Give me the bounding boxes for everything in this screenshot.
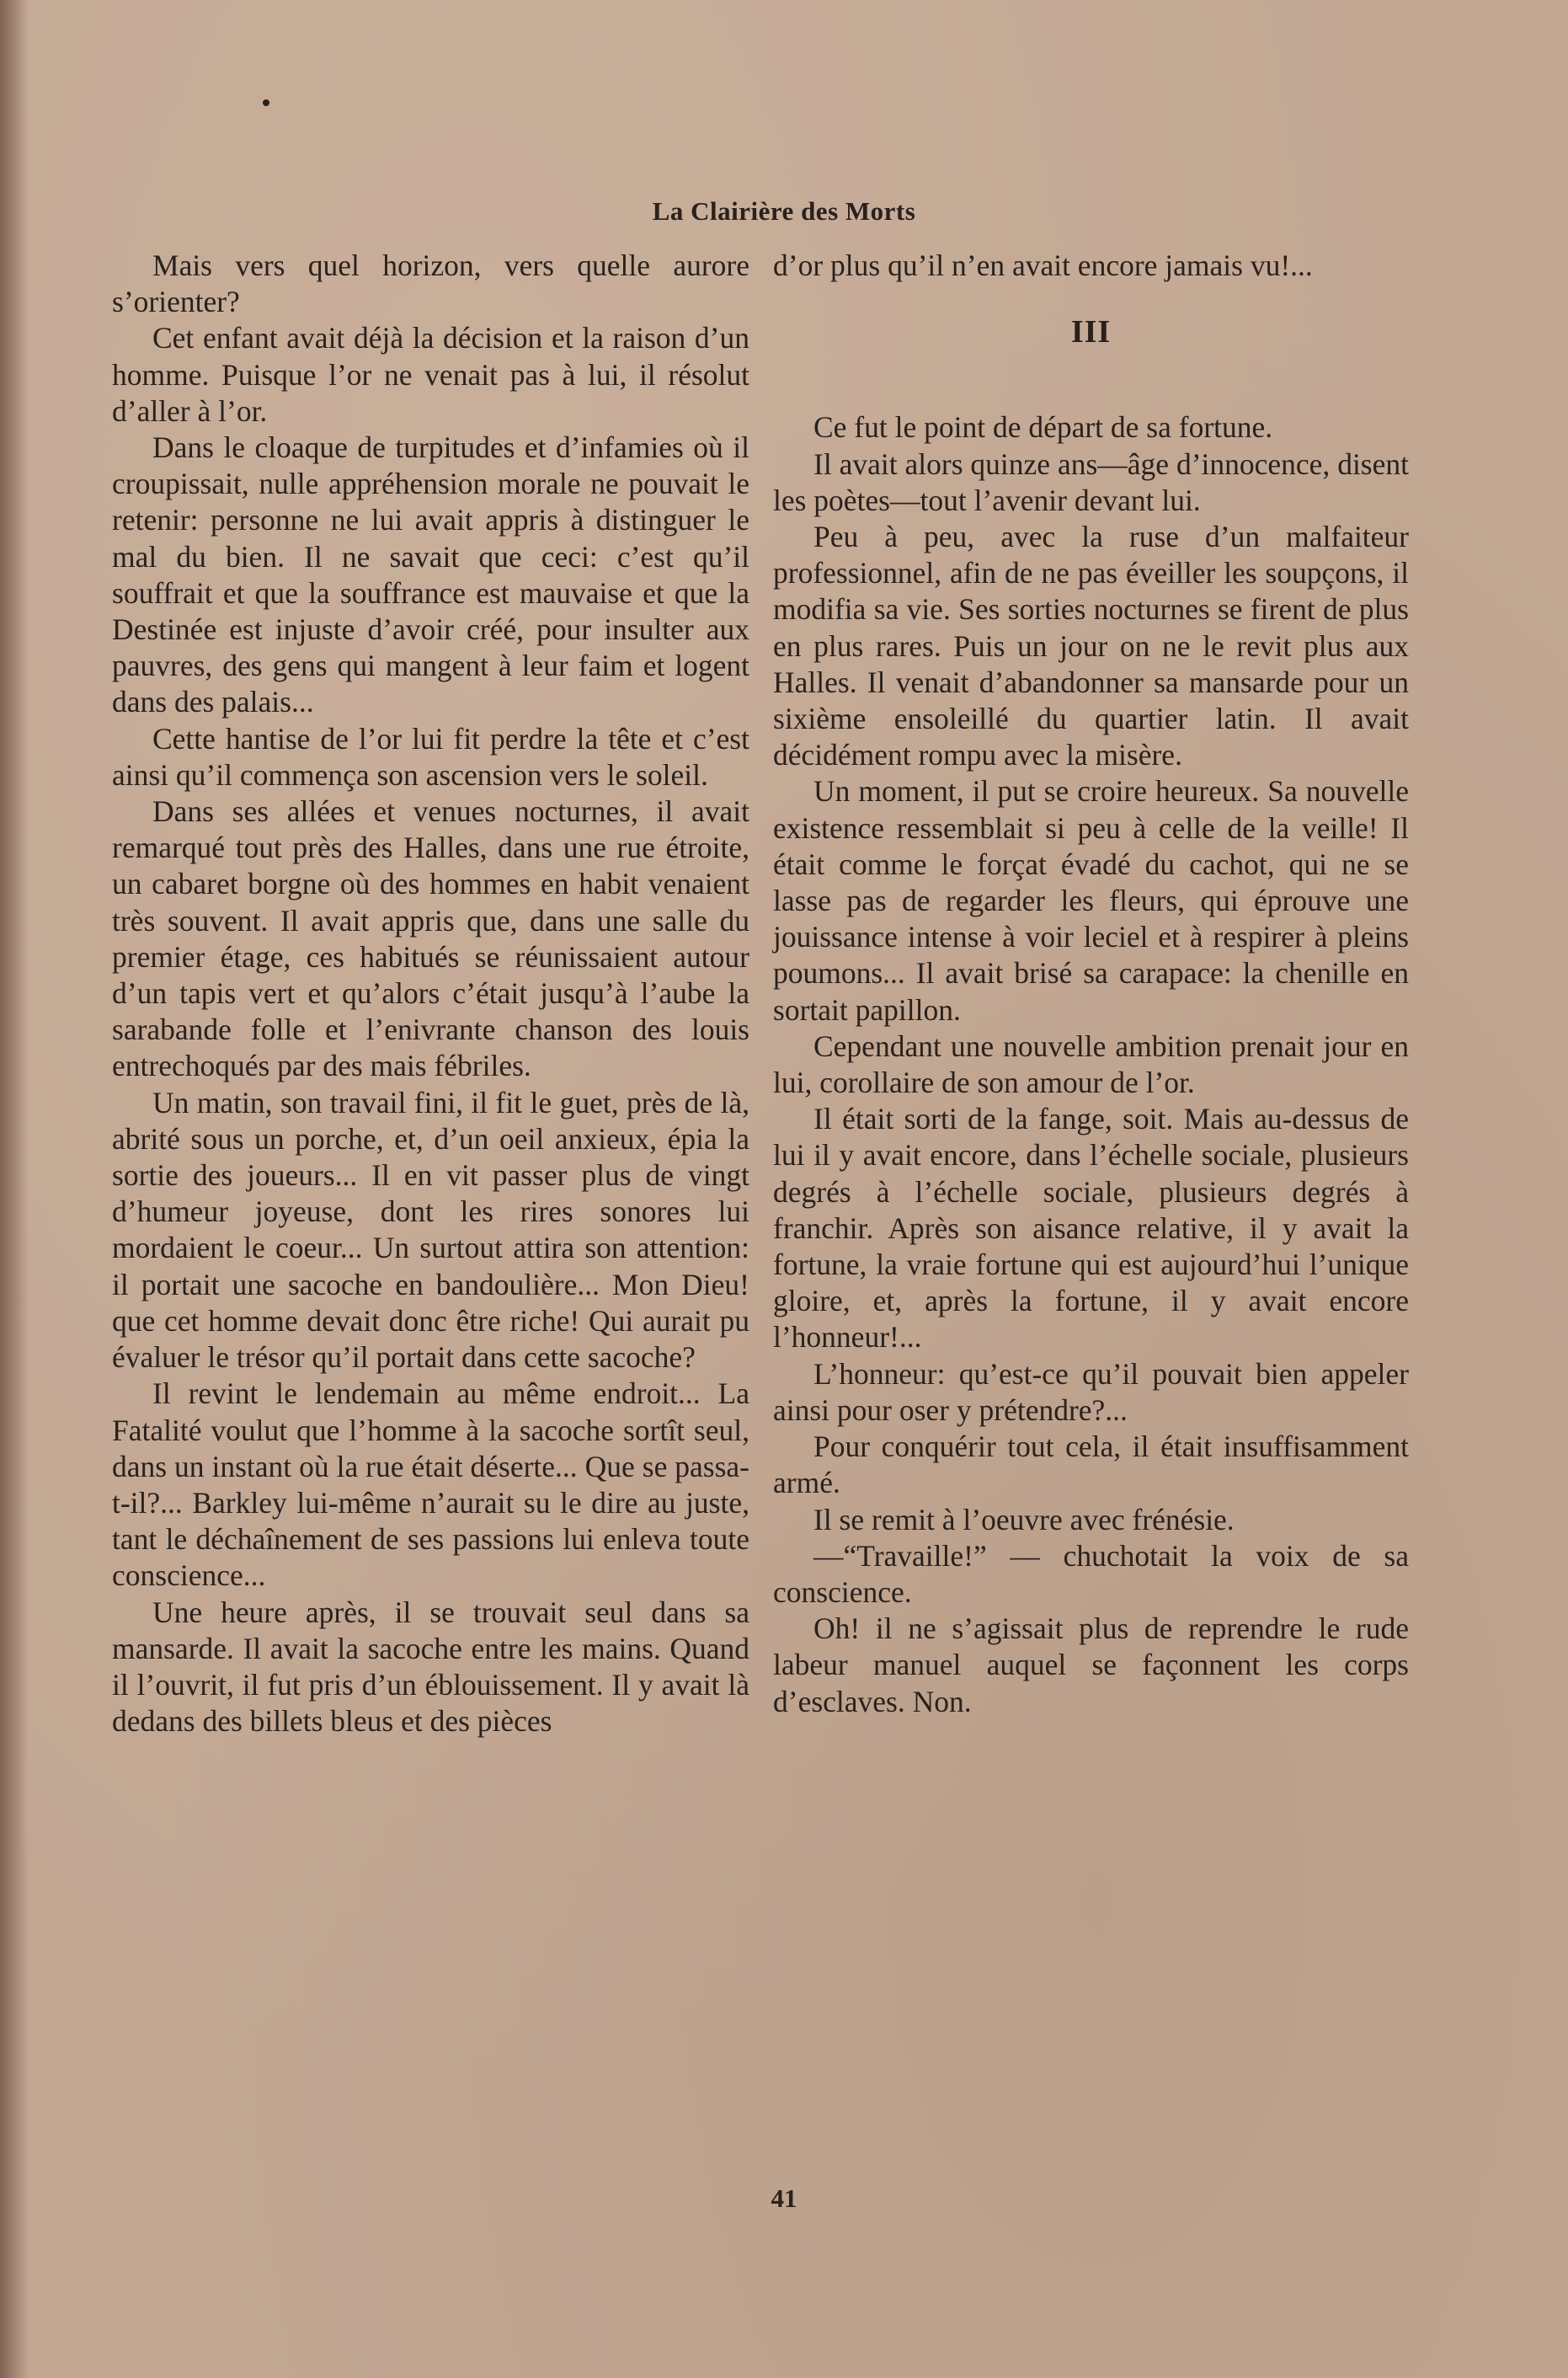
- section-number: III: [1070, 314, 1112, 350]
- paragraph: Mais vers quel horizon, vers quelle aurore s’orienter?: [112, 248, 749, 319]
- paragraph: Cette hantise de l’or lui fit perdre la tête et c’est ainsi qu’il commença son ascension vers le soleil.: [112, 721, 749, 792]
- continuation-paragraph: d’or plus qu’il n’en avait encore jamais vu!...: [773, 248, 1313, 282]
- paragraph: Cependant une nouvelle ambition prenait jour en lui, corollaire de son amour de l’or.: [773, 1029, 1409, 1100]
- right-column: [773, 248, 1409, 1720]
- book-spine-shadow: [0, 0, 29, 2378]
- paragraph: Cet enfant avait déjà la décision et la raison d’un homme. Puisque l’or ne venait pas à lui, il résolut d’aller à l’or.: [112, 321, 749, 428]
- paragraph: Ce fut le point de départ de sa fortune.: [813, 410, 1273, 445]
- paragraph: L’honneur: qu’est-ce qu’il pouvait bien appeler ainsi pour oser y prétendre?...: [773, 1356, 1409, 1427]
- paragraph: Il avait alors quinze ans—âge d’innocence, disent les poètes—tout l’avenir devant lui.: [773, 446, 1409, 517]
- paragraph: Il se remit à l’oeuvre avec frénésie.: [813, 1502, 1235, 1536]
- paragraph: Oh! il ne s’agissait plus de reprendre le rude labeur manuel auquel se façonnent les corps d’esclaves. Non.: [773, 1611, 1409, 1718]
- paragraph: Un moment, il put se croire heureux. Sa nouvelle existence ressemblait si peu à celle de la veille! Il était comme le forçat évadé du cachot, qui ne se lasse pas de regarder les fleurs, qui éprouve une jouissance intense à voir leciel et à respirer à pleins poumons... Il avait brisé sa carapace: la chenille en sortait papillon.: [773, 774, 1409, 1027]
- page-number: 41: [771, 2183, 797, 2213]
- paragraph: Il était sorti de la fange, soit. Mais au-dessus de lui il y avait encore, dans l’échelle sociale, plusieurs degrés à l’échelle sociale, plusieurs degrés à franchir. Après son aisance relative, il y avait la fortune, la vraie fortune qui est aujourd’hui l’unique gloire, et, après la fortune, il y avait encore l’honneur!...: [773, 1102, 1409, 1355]
- paragraph: Dans le cloaque de turpitudes et d’infamies où il croupissait, nulle appréhension morale ne pouvait le retenir: personne ne lui avait appris à distinguer le mal du bien. Il ne savait que ceci: c’est qu’il souffrait et que la souffrance est mauvaise et que la Destinée est injuste d’avoir créé, pour insulter aux pauvres, des gens qui mangent à leur faim et logent dans des palais...: [112, 430, 749, 719]
- paragraph: —“Travaille!” — chuchotait la voix de sa conscience.: [773, 1538, 1409, 1609]
- ink-speck: [263, 99, 269, 106]
- paragraph: Un matin, son travail fini, il fit le guet, près de là, abrité sous un porche, et, d’un oeil anxieux, épia la sortie des joueurs... Il en vit passer plus de vingt d’humeur joyeuse, dont les rires sonores lui mordaient le coeur... Un surtout attira son attention: il portait une sacoche en bandoulière... Mon Dieu! que cet homme devait donc être riche! Qui aurait pu évaluer le trésor qu’il portait dans cette sacoche?: [112, 1085, 749, 1375]
- paragraph: Il revint le lendemain au même endroit... La Fatalité voulut que l’homme à la sacoche sortît seul, dans un instant où la rue était déserte... Que se passa-t-il?... Barkley lui-même n’aurait su le dire au juste, tant le déchaînement de ses passions lui enleva toute conscience...: [112, 1376, 749, 1593]
- left-column: [112, 248, 749, 1739]
- paragraph: Dans ses allées et venues nocturnes, il avait remarqué tout près des Halles, dans une rue étroite, un cabaret borgne où des hommes en habit venaient très souvent. Il avait appris que, dans une salle du premier étage, ces habitués se réunissaient autour d’un tapis vert et qu’alors c’était jusqu’à l’aube la sarabande folle et l’enivrante chanson des louis entrechoqués par des mais fébriles.: [112, 794, 749, 1083]
- running-title: La Clairière des Morts: [652, 196, 916, 226]
- paragraph: Une heure après, il se trouvait seul dans sa mansarde. Il avait la sacoche entre les mains. Quand il l’ouvrit, il fut pris d’un éblouissement. Il y avait là dedans des billets bleus et des pièces: [112, 1595, 749, 1739]
- paragraph: Peu à peu, avec la ruse d’un malfaiteur professionnel, afin de ne pas éveiller les soupçons, il modifia sa vie. Ses sorties nocturnes se firent de plus en plus rares. Puis un jour on ne le revit plus aux Halles. Il venait d’abandonner sa mansarde pour un sixième ensoleillé du quartier latin. Il avait décidément rompu avec la misère.: [773, 520, 1409, 772]
- paragraph: Pour conquérir tout cela, il était insuffisamment armé.: [773, 1429, 1409, 1500]
